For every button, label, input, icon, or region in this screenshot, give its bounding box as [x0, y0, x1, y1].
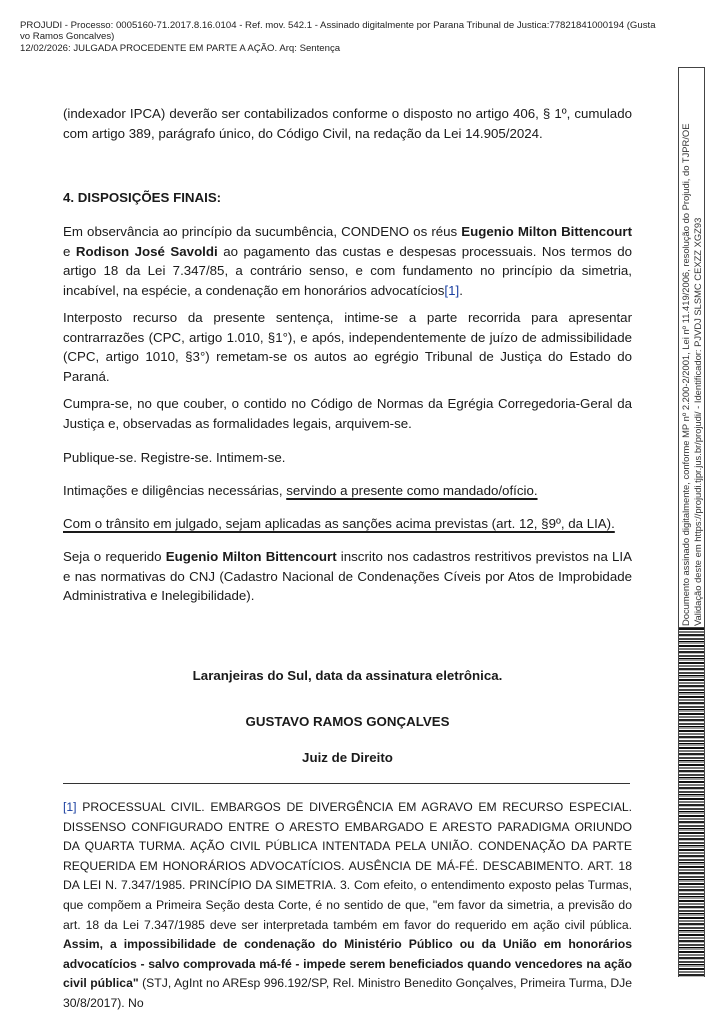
header-process-line: PROJUDI - Processo: 0005160-71.2017.8.16.0104 - Ref. mov. 542.1 - Assinado digitalmente por Parana Tribunal de Justica:77821841000194 (Gusta: [20, 20, 656, 31]
stamp-signature-text: Documento assinado digitalmente, conforme MP nº 2.200-2/2001, Lei nº 11.419/2006, resolução do Projudi, do TJPR/OE: [680, 123, 691, 626]
footnote-marker[interactable]: [1]: [63, 800, 77, 814]
defendant-name: Rodison José Savoldi: [75, 243, 218, 259]
footnote-divider: [63, 783, 630, 784]
paragraph-registry: Seja o requerido Eugenio Milton Bittencourt inscrito nos cadastros restritivos previstos na LIA e nas normativas do CNJ (Cadastro Nacional de Condenações Cíveis por Atos de Improbidade Administrativa e Inelegibilidade).: [63, 549, 632, 604]
signer-role: Juiz de Direito: [302, 750, 393, 765]
paragraph-publish: Publique-se. Registre-se. Intimem-se.: [63, 450, 286, 465]
defendant-name: Eugenio Milton Bittencourt: [165, 549, 337, 564]
place-date: Laranjeiras do Sul, data da assinatura eletrônica.: [192, 668, 503, 683]
paragraph-compliance: Cumpra-se, no que couber, o contido no Código de Normas da Egrégia Corregedoria-Geral da Justiça e, observadas as formalidades legais, arquivem-se.: [63, 396, 632, 431]
paragraph-appeal: Interposto recurso da presente sentença, intime-se a parte recorrida para apresentar contrarrazões (CPC, artigo 1.010, §1°), e após, independentemente de juízo de admissibilidade (CPC, artigo 1010, §3°) remetam-se os autos ao egrégio Tribunal de Justiça do Estado do Paraná.: [63, 310, 632, 384]
stamp-validation-text: Validação deste em https://projudi.tjpr.jus.br/projudi/ - Identificador: PJVDJ SLSMC CEXZZ XGZ93: [692, 217, 703, 626]
paragraph-condemnation: Em observância ao princípio da sucumbência, CONDENO os réus Eugenio Milton Bittencourt e Rodison José Savoldi ao pagamento das custas e despesas processuais. Nos termos do artigo 18 da Lei 7.347/85, a contrário senso, e com fundamento no princípio da simetria, incabível, na espécie, a condenação em honorários advocatícios[1].: [63, 224, 632, 298]
signer-name: GUSTAVO RAMOS GONÇALVES: [245, 714, 450, 729]
barcode-icon: [679, 627, 704, 977]
header-signer-line: vo Ramos Goncalves): [20, 31, 115, 43]
section-title: 4. DISPOSIÇÕES FINAIS:: [63, 190, 222, 205]
paragraph-diligences: Intimações e diligências necessárias, servindo a presente como mandado/ofício.: [63, 483, 538, 498]
footnote-link[interactable]: [1]: [444, 282, 460, 298]
signature-stamp: [678, 67, 705, 977]
footnote: [1] PROCESSUAL CIVIL. EMBARGOS DE DIVERGÊNCIA EM AGRAVO EM RECURSO ESPECIAL. DISSENSO CONFIGURADO ENTRE O ARESTO EMBARGADO E ARESTO PARADIGMA ORIUNDO DA QUARTA TURMA. AÇÃO CIVIL PÚBLICA INTENTADA PELA UNIÃO. CONDENAÇÃO DA PARTE REQUERIDA EM HONORÁRIOS ADVOCATÍCIOS. AUSÊNCIA DE MÁ-FÉ. DESCABIMENTO. ART. 18 DA LEI N. 7.347/1985. PRINCÍPIO DA SIMETRIA. 3. Com efeito, o entendimento exposto pelas Turmas, que compõem a Primeira Seção desta Corte, é no sentido de que, "em favor da simetria, a previsão do art. 18 da Lei 7.347/1985 deve ser interpretada também em favor do requerido em ação civil pública. Assim, a impossibilidade de condenação do Ministério Público ou da União em honorários advocatícios - salvo comprovada má-fé - impede serem beneficiados quando vencedores na ação civil pública" (STJ, AgInt no AREsp 996.192/SP, Rel. Ministro Benedito Gonçalves, Primeira Turma, DJe 30/8/2017). No: [63, 800, 632, 1010]
document-header: [20, 20, 670, 54]
paragraph-sanctions: Com o trânsito em julgado, sejam aplicadas as sanções acima previstas (art. 12, §9º, da LIA).: [63, 516, 615, 531]
header-movement-line: 12/02/2026: JULGADA PROCEDENTE EM PARTE A AÇÃO. Arq: Sentença: [20, 42, 341, 54]
paragraph-intro: (indexador IPCA) deverão ser contabilizados conforme o disposto no artigo 406, § 1º, cumulado com artigo 389, parágrafo único, do Código Civil, na redação da Lei 14.905/2024.: [63, 106, 632, 141]
defendant-name: Eugenio Milton Bittencourt: [461, 224, 632, 239]
